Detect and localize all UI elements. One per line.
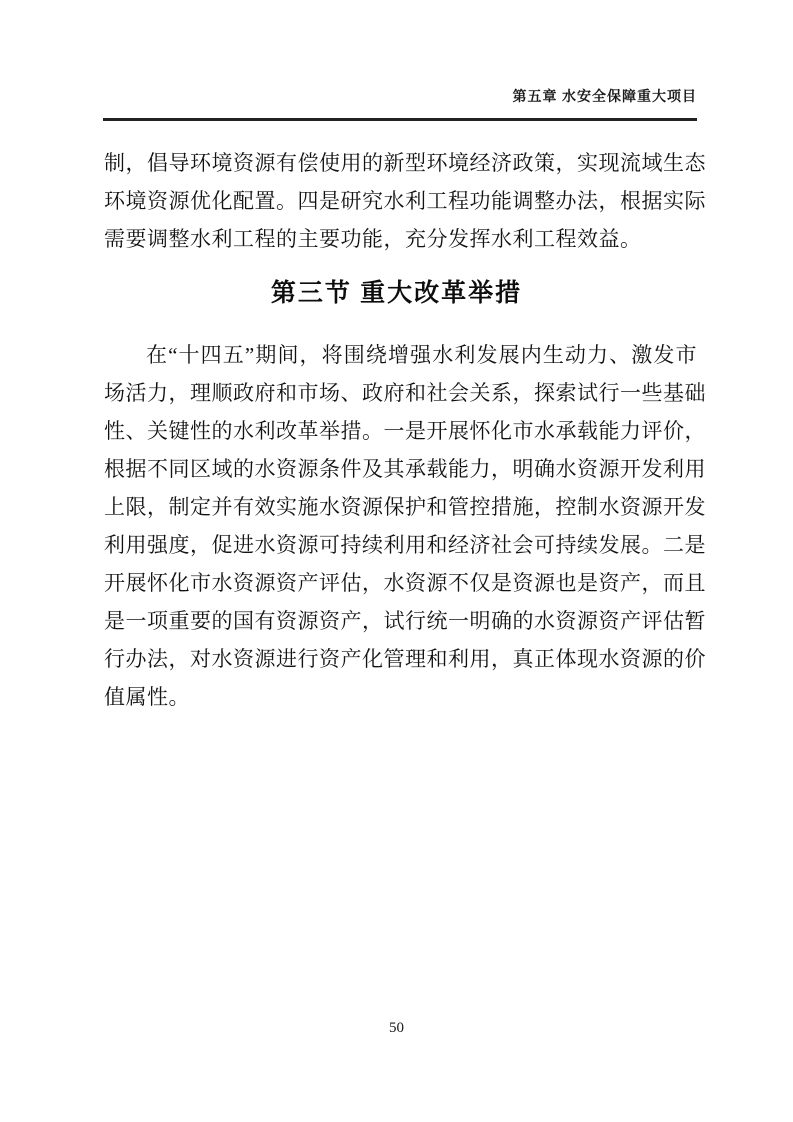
text-line: 制，倡导环境资源有偿使用的新型环境经济政策，实现流域生态: [104, 151, 706, 175]
text-line: 是一项重要的国有资源资产，试行统一明确的水资源资产评估暂: [104, 609, 706, 633]
text-line: 上限，制定并有效实施水资源保护和管控措施，控制水资源开发: [104, 495, 706, 519]
text-line: 需要调整水利工程的主要功能，充分发挥水利工程效益。: [104, 227, 642, 251]
text-line: 值属性。: [104, 685, 190, 709]
section-heading: 第三节 重大改革举措: [270, 280, 523, 307]
header-divider: [103, 118, 697, 121]
text-line: 行办法，对水资源进行资产化管理和利用，真正体现水资源的价: [104, 647, 706, 671]
page-number: 50: [389, 1020, 404, 1036]
page-footer: [0, 1020, 793, 1037]
text-line: 根据不同区域的水资源条件及其承载能力，明确水资源开发利用: [104, 457, 706, 481]
running-header-chapter-title: 第五章 水安全保障重大项目: [512, 90, 697, 105]
paragraph-continuation: [104, 144, 706, 258]
text-line: 在“十四五”期间，将围绕增强水利发展内生动力、激发市: [146, 343, 697, 367]
text-line: 开展怀化市水资源资产评估，水资源不仅是资源也是资产，而且: [104, 571, 706, 595]
running-header: [104, 86, 697, 106]
text-line: 利用强度，促进水资源可持续利用和经济社会可持续发展。二是: [104, 533, 706, 557]
paragraph-reform-measures: [104, 336, 706, 716]
text-line: 环境资源优化配置。四是研究水利工程功能调整办法，根据实际: [104, 189, 706, 213]
text-line: 性、关键性的水利改革举措。一是开展怀化市水承载能力评价，: [104, 419, 706, 443]
text-line: 场活力，理顺政府和市场、政府和社会关系，探索试行一些基础: [104, 381, 706, 405]
